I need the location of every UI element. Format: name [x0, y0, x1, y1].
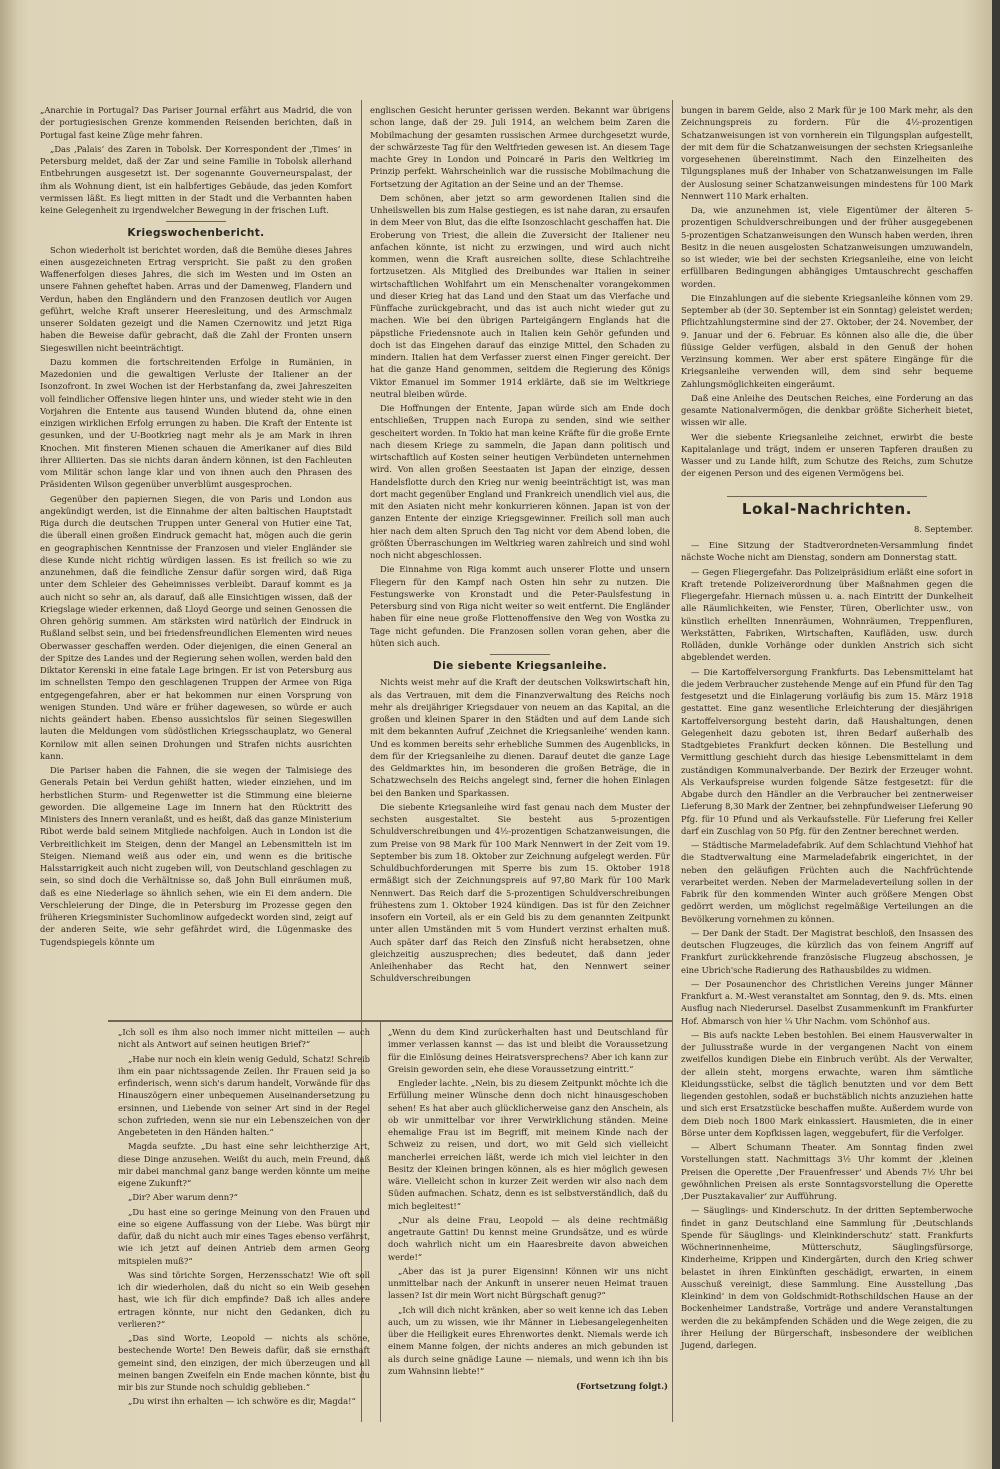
local-item: — Der Dank der Stadt. Der Magistrat beschloß, den Insassen des deutschen Flugzeuges, die kürzlich das von feinem Angriff auf Frankfurt zurückkehrende französische Flugzeug abschossen, je eine Ubrich'sche Radierung des Rathausbildes zu widmen. — [681, 927, 973, 975]
war-report-heading: Kriegswochenbericht. — [127, 227, 265, 240]
story-paragraph: „Ich will dich nicht kränken, aber so weit kenne ich das Leben auch, um zu wissen, wie ihr Männer in Liebesangelegenheiten über die Heiligkeit eures Ehrenwortes denkt. Niemals werde ich einem Manne folgen, der nichts anderes an mich gebunden ist als durch seine gnädige Laune — niemals, und wenn ich ihn bis zum Wahnsinn liebte!“ — [388, 1304, 668, 1376]
local-item: — Der Posaunenchor des Christlichen Vereins junger Männer Frankfurt a. M.-West veranstaltet am Sonntag, den 9. ds. Mts. einen Ausflug nach Niederursel. Daselbst Zusammenkunft im Frankfurter Hof. Abmarsch von hier ¼ Uhr Nachm. vom Schönhof aus. — [681, 978, 973, 1026]
report-paragraph: Die Pariser haben die Fahnen, die sie wegen der Talmisiege des Generals Petain bei Verdun gehißt hatten, wieder einziehen, und im herbstlichen Sturm- und Regenwetter ist die Stimmung eine bleierne geworden. Die allgemeine Lage im Innern hat den Rücktritt des Ministers des Innern veranlaßt, und es heißt, daß das ganze Ministerium Ribot werde bald seinem Mitgliede nachfolgen. Auch in London ist die Verbreitlichkeit im Steigen, denn der Mangel an Lebensmitteln ist im Steigen. Niemand weiß aus oder ein, und wenn es die britische Halsstarrigkeit auch nicht zugeben will, von Deutschland geschlagen zu sein, so sind doch die Verhältnisse so, daß John Bull einräumen muß, daß es eine Niederlage so ähnlich sehen, wie ein Ei dem andern. Die Verschleierung der Dinge, die in Petersburg im Prozesse gegen den früheren Kriegsminister Suchomlinow aufgedeckt worden sind, zeigt auf der anderen Seite, wie sehr gefährdet wird, die Lügenmaske des Tugendspiegels könnte um — [40, 765, 352, 947]
news-paragraph: Die Einnahme von Riga kommt auch unserer Flotte und unsern Fliegern für den Kampf nach Osten hin sehr zu nutzen. Die Festungswerke von Kronstadt und die Peter-Paulsfestung in Petersburg sind von Riga nicht weiter so weit entfernt. Die Engländer haben für eine neue große Flottenoffensive den Weg von Wostka zu Tage nicht gefunden. Die Franzosen sollen voran gehen, aber die hüten sich auch. — [370, 564, 670, 648]
story-paragraph: „Habe nur noch ein klein wenig Geduld, Schatz! Schreib ihm ein paar nichtssagende Zeilen. Ihr Frauen seid ja so erfinderisch, wenn sich's darum handelt, Vorwände für das Hinauszögern einer unbequemen Auseinandersetzung zu ersinnen, und Liebende von seiner Art sind in der Regel schon zufrieden, wenn sie nur ein Lebenszeichen von der Angebeteten in den Händen halten.“ — [118, 1053, 370, 1137]
separator — [727, 496, 927, 497]
story-paragraph: „Das sind Worte, Leopold — nichts als schöne, bestechende Worte! Den Beweis dafür, daß sie ernsthaft gemeint sind, den einzigen, der mich überzeugen und all meinen bangen Zweifeln ein Ende machen könnte, bist du mir bis zur Stunde noch schuldig geblieben.“ — [118, 1333, 370, 1392]
news-paragraph: „Anarchie in Portugal? Das Pariser Journal erfährt aus Madrid, die von der portugiesischen Grenze kommenden Reisenden berichten, daß in Portugal fast keine Züge mehr fahren. — [40, 105, 352, 140]
story-paragraph: „Du wirst ihn erhalten — ich schwöre es dir, Magda!“ — [128, 1396, 356, 1407]
news-paragraph: Die Einzahlungen auf die siebente Kriegsanleihe können vom 29. September ab (der 30. September ist ein Sonntag) geleistet werden; Pflichtzahlungstermine sind der 27. Oktober, der 24. November, der 9. Januar und der 6. Februar. Es können also alle die, die über flüssige Gelder verfügen, alsbald in den Genuß der hohen Verzinsung kommen. Wer aber erst spätere Eingänge für die Kriegsanleihe verwenden will, dem sind sehr bequeme Zahlungsmöglichkeiten eingeräumt. — [681, 292, 973, 389]
local-item: — Die Kartoffelversorgung Frankfurts. Das Lebensmittelamt hat die jedem Verbraucher zustehende Menge auf ein Pfund für den Tag festgesetzt und die Einlagerung vorläufig bis zum 15. März 1918 gestattet. Eine ganz wesentliche Erleichterung der diesjährigen Kartoffelversorgung besteht darin, daß Haushaltungen, denen Gelegenheit dazu geboten ist, ihren Bedarf außerhalb des Stadtgebietes Frankfurt decken können. Die Bestellung und Vermittlung geschieht durch das hiesige Lebensmittelamt in dem zuständigen Kommunalverbande. Der Bezirk der Erzeuger wohnt. Als Verkaufspreise wurden folgende Sätze festgesetzt: für die Abgabe durch den Händler an die Verbraucher bei zentnerweiser Lieferung 8,30 Mark der Zentner, bei zehnpfundweiser Lieferung 90 Pfg. für 10 Pfund und als Verkaufsstelle. Für Lieferung frei Keller darf ein Zuschlag von 50 Pfg. für den Zentner berechnet werden. — [681, 666, 973, 836]
news-paragraph: Dem schönen, aber jetzt so arm gewordenen Italien sind die Unheilswellen bis zum Halse gestiegen, es ist nahe daran, zu ersaufen in dem Meer von Blut, das die elfte Isonzoschlacht geschaffen hat. Die Eroberung von Triest, die allein die Zuversicht der Italiener neu anfachen könnte, ist nicht zu erzwingen, und wird auch nicht kommen, wenn die Kraft ausreichen sollte, diese Schlachtreihe fortzusetzen. Als Mitglied des Dreibundes war Italien in seiner wirtschaftlichen Wohlfahrt um ein Menschenalter vorangekommen und dieser Krieg hat das Land und den Staat um das Vierfache und Fünffache zurückgebracht, und das ist auch nicht wieder gut zu machen. Wie bei den übrigen Parteigängern Englands hat die päpstliche Friedensnote auch in Italien kein Gehör gefunden und doch ist das Eingehen darauf das einzige Mittel, den Schaden zu mindern. Italien hat dem Verfasser zuerst einen Finger gereicht. Der hat die ganze Hand genommen, seitdem die Regierung des Königs Viktor Emanuel im Sommer 1914 erklärte, daß sie im Weltkriege neutral bleiben würde. — [370, 192, 670, 399]
continuation-note: (Fortsetzung folgt.) — [576, 1381, 668, 1391]
story-paragraph: „Du hast eine so geringe Meinung von den Frauen und eine so eigene Auffassung von der Liebe. Was bürgt mir dafür, daß du nicht auch mir eines Tages ebenso verfährst, wie ich jetzt auf deinen Antrieb dem armen Georg mitspielen muß?“ — [118, 1206, 370, 1266]
story-paragraph: „Nur als deine Frau, Leopold — als deine rechtmäßig angetraute Gattin! Du kennst meine Grundsätze, und es würde doch wahrlich nicht um ein Haaresbreite davon abweichen werde!“ — [388, 1214, 668, 1262]
local-item: — Städtische Marmeladefabrik. Auf dem Schlachtund Viehhof hat die Stadtverwaltung eine Marmeladefabrik eingerichtet, in der neben den geläufigen Früchten auch die Nachfrüchtende verarbeitet werden. Neben der Marmeladeverteilung sollen in der Fabrik für den kommenden Winter auch größere Mengen Obst gedörrt werden, um möglichst regelmäßige Verteilungen an die Bevölkerung vornehmen zu können. — [681, 840, 973, 924]
news-paragraph: Daß eine Anleihe des Deutschen Reiches, eine Forderung an das gesamte Nationalvermögen, die denkbar größte Sicherheit bietet, wissen wir alle. — [681, 392, 973, 428]
news-paragraph: bungen in barem Gelde, also 2 Mark für je 100 Mark mehr, als den Zeichnungspreis zu fordern. Für die 4½-prozentigen Schatzanweisungen ist von vornherein ein Tilgungsplan aufgestellt, der mit dem für die Schatzanweisungen der sechsten Kriegsanleihe vorgesehenen übereinstimmt. Nach den Einzelheiten des Tilgungsplanes muß der Inhaber von Schatzanweisungen im Falle der Auslosung seiner Schatzanweisungen mindestens für 100 Mark Nennwert 110 Mark erhalten. — [681, 105, 973, 201]
local-news-heading: Lokal-Nachrichten. — [741, 499, 913, 518]
news-paragraph: Die Hoffnungen der Entente, Japan würde sich am Ende doch entschließen, Truppen nach Europa zu senden, sind wie seither gescheitert worden. In Tokio hat man keine Kräfte für die große Ernte nach diesem Kriege zu sammeln, die Japan dann politisch und wirtschaftlich auf Kosten seiner heutigen Verbündeten unternehmen wird. Von allen großen Seestaaten ist Japan der einzige, dessen Handelsflotte durch den Krieg nur wenig beeinträchtigt ist, was man dort macht gegenüber England und Frankreich unendlich viel aus, die mit den Asiaten nicht mehr konkurrieren können. Japan ist von der ganzen Entente der einzige Kriegsgewinner. Freilich soll man auch hier nach dem alten Spruch den Tag nicht vor dem Abend loben, die größten Überraschungen im Weltkrieg waren zahlreich und sind wohl noch nicht abgeschlossen. — [370, 403, 670, 560]
report-paragraph: Gegenüber den papiernen Siegen, die von Paris und London aus angekündigt werden, ist die Einnahme der alten baltischen Hauptstadt Riga durch die deutschen Truppen unter General von Hutier eine Tat, die überall einen großen Eindruck gemacht hat, mögen auch die gerin en geographischen Kenntnisse der Franzosen und vieler Engländer sie diese Kunde nicht richtig würdigen lassen. Es ist freilich so wie zu anzunehmen, daß die feindliche Zensur dafür sorgen wird, daß Riga unter dem Schleier des Geheimnisses verbleibt. Darauf kommt es ja auch nicht so sehr an, als darauf, daß alle Einsichtigen wissen, daß der Kriegslage wieder erkennen, daß Lloyd George und seinen Genossen die Ohren gehörig summen. Am stärksten wird natürlich der Eindruck in Rußland selbst sein, und bei friedensfreundlichen Elementen wird neues Oberwasser geschaffen werden. Oder diejenigen, die einen General an der Spitze des Landes und der Regierung sehen wollen, werden bald den Diktator Kerenski in eine fatale Lage bringen. Er ist von Petersburg aus im schnellsten Tempo den geschlagenen Truppen der Armee von Riga entgegengefahren, aber er hat bekommen nur einen Vorsprung von wenigen Stunden. Und wäre er früher dagewesen, so würde er auch nichts geändert haben. Ebenso aussichtslos für seinen Siegeswillen lauten die Meldungen vom südöstlichen Kriegsschauplatz, wo General Kornilow mit allen seinen Drohungen und Strafen nichts ausrichten kann. — [40, 493, 352, 761]
story-paragraph: Engleder lachte. „Nein, bis zu diesem Zeitpunkt möchte ich die Erfüllung meiner Wünsche denn doch nicht hinausgeschoben sehen! Es hat aber auch glücklicherweise ganz den Anschein, als ob wir unmittelbar vor ihrer Verwirklichung ständen. Meine ehemalige Frau ist im Begriff, mit meinem Kinde nach der Schweiz zu reisen, und dort, wo mit Geld sich vielleicht mancherlei erreichen läßt, werde ich mich viel leichter in den Besitz der Kleinen bringen können, als es hier möglich gewesen wäre. Vielleicht schon in kurzer Zeit werden wir also nach dem Süden aufmachen. Schatz, denn es ist selbstverständlich, daß du mich begleitest!“ — [388, 1078, 668, 1211]
story-paragraph: Was sind törichte Sorgen, Herzensschatz! Wie oft soll ich dir wiederholen, daß du nicht so ein Weib gesehen hast, wie ich für dich empfinde? Daß ich alles andere ertragen könnte, nur nicht den Gedanken, dich zu verlieren?“ — [118, 1269, 370, 1329]
loan-paragraph: Nichts weist mehr auf die Kraft der deutschen Volkswirtschaft hin, als das Vertrauen, mit dem die Finanzverwaltung des Reichs noch mehr als dreijähriger Kriegsdauer von neuem an das Kapital, an die großen und kleinen Sparer in den Städten und auf dem Lande sich mit dem bekannten Aufruf ‚Zeichnet die Kriegsanleihe‘ wenden kann. Und es kommen bereits sehr erhebliche Summen des Augenblicks, in dem für der Kriegsanleihe zu dienen. Darauf deutet die ganze Lage des Geldmarktes hin, im besonderen die großen Beträge, die in Schatzwechseln des Reichs angelegt sind, ferner die hohen Einlagen bei den Banken und Sparkassen. — [370, 677, 670, 798]
loan-paragraph: Die siebente Kriegsanleihe wird fast genau nach dem Muster der sechsten ausgestaltet. Sie besteht aus 5-prozentigen Schuldverschreibungen und 4½-prozentigen Schatzanweisungen, die zum Preise von 98 Mark für 100 Mark Nennwert in der Zeit vom 19. September bis zum 18. Oktober zur Zeichnung aufgelegt werden. Für Schuldbuchforderungen mit Sperre bis zum 15. Oktober 1918 ermäßigt sich der Zeichnungspreis auf 97,80 Mark für 100 Mark Nennwert. Das Reich darf die 5-prozentigen Schuldverschreibungen frühestens zum 1. Oktober 1924 kündigen. Das ist für den Zeichner insofern ein Vorteil, als er ein Geld bis zu dem genannten Zeitpunkt unter allen Umständen mit 5 vom Hundert verzinst erhalten muß. Auch später darf das Reich den Zinsfuß nicht herabsetzen, ohne gleichzeitig auszusprechen; dies bedeutet, daß dann jeder Anleihenhaber das Recht hat, den Nennwert seiner Schuldverschreibungen — [370, 801, 670, 984]
column-2 — [370, 104, 670, 984]
separator — [490, 654, 550, 655]
news-paragraph: Da, wie anzunehmen ist, viele Eigentümer der älteren 5-prozentigen Schuldverschreibungen und der früher ausgegebenen 5-prozentigen Schatzanweisungen den Wunsch haben werden, ihren Besitz in die neuen ausgelosten Schatzanweisungen umzuwandeln, so ist wieder, wie bei der sechsten Kriegsanleihe, eine von leicht erfüllbaren Bedingungen abhängiges Umtauschrecht geschaffen worden. — [681, 205, 973, 289]
column-3 — [681, 104, 973, 1424]
story-paragraph: Magda seufzte. „Du hast eine sehr leichtherzige Art, diese Dinge anzusehen. Weißt du auch, mein Freund, daß mir dabei manchmal ganz bange werden könnte um meine eigene Zukunft?“ — [118, 1141, 370, 1188]
feuilleton-rule — [108, 1020, 672, 1022]
column-1 — [40, 104, 352, 976]
local-item: — Säuglings- und Kinderschutz. In der dritten Septemberwoche findet in ganz Deutschland eine Sammlung für ‚Deutschlands Spende für Säuglings- und Kleinkinderschutz‘ statt. Frankfurts Wöchnerinnenheime, Mütterschutz, Säuglingsfürsorge, Kinderheime, Krippen und Kindergärten, durch den Krieg schwer belastet in ihren Einkünften geschädigt, erwarten, in einem Ausschuß vereinigt, diese Sammlung. Eine Ausstellung ‚Das Kleinkind‘ in dem von Goldschmidt-Rothschildschen Hause an der Bockenheimer Landstraße, Vorträge und andere Veranstaltungen werden die zu bekämpfenden Schäden und die Wege zeigen, die zu ihrer Heilung der Bürgerschaft, insbesondere der weiblichen Jugend, darlegen. — [681, 1205, 973, 1350]
report-paragraph: Schon wiederholt ist berichtet worden, daß die Bemühe dieses Jahres einen ausgezeichneten Ertrag verspricht. Sie paßt zu den großen Waffenerfolgen dieses Jahres, die sich im Westen und im Osten an unsere Fahnen geheftet haben. Arras und der Damenweg, Flandern und Verdun, haben den Engländern und den Franzosen deutlich vor Augen geführt, welche Kraft unserer Heeresleitung, und des Armschmalz unserer Soldaten gezeigt und die Namen Czernowitz und jetzt Riga haben die Beweise dafür gebracht, daß die Zahl der Fronten unsern Siegeswillen nicht beeinträchtigt. — [40, 244, 352, 353]
war-loan-heading: Die siebente Kriegsanleihe. — [432, 660, 608, 672]
local-item: — Albert Schumann Theater. Am Sonntag finden zwei Vorstellungen statt. Nachmittags 3½ Uhr kommt der ‚kleinen Preisen die Operette ‚Der Frauenfresser‘ und Abends 7½ Uhr bei gewöhnlichen Preisen als erste Sonntagsvorstellung die Operette ‚Der Pusztakavalier‘ zur Aufführung. — [681, 1142, 973, 1201]
news-paragraph: „Das ‚Palais‘ des Zaren in Tobolsk. Der Korrespondent der ‚Times‘ in Petersburg meldet, daß der Zar und seine Familie in Tobolsk allerhand Entbehrungen ausgesetzt ist. Der sogenannte Gouverneurspalast, der ihm als Wohnung dient, ist ein halbfertiges Gebäude, das jeden Komfort vermissen läßt. Es liegt mitten in der Stadt und die Verbannten haben keine Gelegenheit zu irgendwelcher Bewegung in der frischen Luft. — [40, 143, 352, 215]
separator — [166, 221, 226, 222]
local-item: — Bis aufs nackte Leben bestohlen. Bei einem Hausverwalter in der Juliusstraße wurde in der vergangenen Nacht von einem zweifellos kundigen Diebe ein Einbruch verübt. Als der Verwalter, der allein steht, morgens erwachte, waren ihm sämtliche Kleidungsstücke, selbst die täglich benutzten und vor dem Bett liegenden gestohlen, sodaß er buchstäblich nichts anzuziehen hatte und sich erst Ersatzstücke beschaffen mußte. Außerdem wurde von dem Dieb noch 1800 Mark einkassiert. Hausmieten, die in einer Börse unter dem Kopfkissen lagen, weggebufert, für die Verfolger. — [681, 1029, 973, 1138]
feuilleton-column-rule — [380, 1022, 381, 1422]
report-paragraph: Dazu kommen die fortschreitenden Erfolge in Rumänien, in Mazedonien und die gewaltigen Verluste der Italiener an der Isonzofront. In zwei Wochen ist der Herbstanfang da, zwei Jahreszeiten voll feindlicher Offensive liegen hinter uns, und wieder steht wie in den Vorjahren die Entente aus tausend Wunden blutend da, ohne einen einzigen wirklichen Erfolg errungen zu haben. Die Kraft der Entente ist gesunken, und der U-Bootkrieg nagt mehr als je am Mark in ihren Knochen. Mit finsteren Mienen schauen die Amerikaner auf dies Bild ihrer Alliierten. Das sie nichts daran ändern können, ist den Fachleuten vom Militär schon lange klar und von ihnen auch den Phrasen des Präsidenten Wilson gegenüber unverblümt ausgesprochen. — [40, 356, 352, 490]
story-paragraph: „Dir? Aber warum denn?“ — [128, 1192, 238, 1203]
story-paragraph: „Wenn du dem Kind zurückerhalten hast und Deutschland für immer verlassen kannst — das ist und bleibt die Voraussetzung für die Einlösung deines Heiratsversprechens? Aber ich kann zur Greisin geworden sein, ehe diese Voraussetzung eintritt.“ — [388, 1027, 668, 1074]
date-line: 8. September. — [913, 523, 973, 534]
news-paragraph: englischen Gesicht herunter gerissen werden. Bekannt war übrigens schon lange, daß der 29. Juli 1914, an welchem beim Zaren die Mobilmachung der gesamten russischen Armee durchgesetzt wurde, der schwärzeste Tag für den Weltfrieden gewesen ist. An diesem Tage machte Grey in London und Poincaré in Paris den Weltkrieg im Prinzip perfekt. Wahrscheinlich war die russische Mobilmachung die Fortsetzung der Agitation an der Seine und an der Themse. — [370, 105, 670, 189]
local-item: — Eine Sitzung der Stadtverordneten-Versammlung findet nächste Woche nicht am Dienstag, sondern am Donnerstag statt. — [681, 540, 973, 563]
column-rule — [672, 100, 673, 1422]
story-paragraph: „Ich soll es ihm also noch immer nicht mitteilen — auch nicht als Antwort auf seinen heutigen Brief?“ — [118, 1027, 370, 1050]
story-paragraph: „Aber das ist ja purer Eigensinn! Können wir uns nicht unmittelbar nach der Ankunft in unserer neuen Heimat trauen lassen? Ist dir mein Wort nicht Bürgschaft genug?“ — [388, 1265, 668, 1301]
news-paragraph: Wer die siebente Kriegsanleihe zeichnet, erwirbt die beste Kapitalanlage und trägt, indem er unseren Tapferen draußen zu Wasser und zu Lande hilft, zum Schutze des Reichs, zum Schutze der eigenen Person und des eigenen Vermögens bei. — [681, 431, 973, 479]
feuilleton-column-left — [118, 1026, 370, 1420]
local-item: — Gegen Fliegergefahr. Das Polizeipräsidium erläßt eine sofort in Kraft tretende Polizeiverordnung über Maßnahmen gegen die Fliegergefahr. Hiernach müssen u. a. nach Eintritt der Dunkelheit alle Räumlichkeiten, wie Fenster, Türen, Oberlichter usw., von künstlich erhellten Innenräumen, Wohnräumen, Treppenfluren, Werkstätten, Fabriken, Wirtschaften, Kaufläden, usw. durch Rolläden, dunkle Vorhänge oder dunklen Anstrich sich sicht abgeblendet werden. — [681, 566, 973, 663]
feuilleton-column-right — [388, 1026, 668, 1420]
page-binding-edge — [0, 0, 18, 1469]
book-binding — [992, 0, 1000, 1469]
